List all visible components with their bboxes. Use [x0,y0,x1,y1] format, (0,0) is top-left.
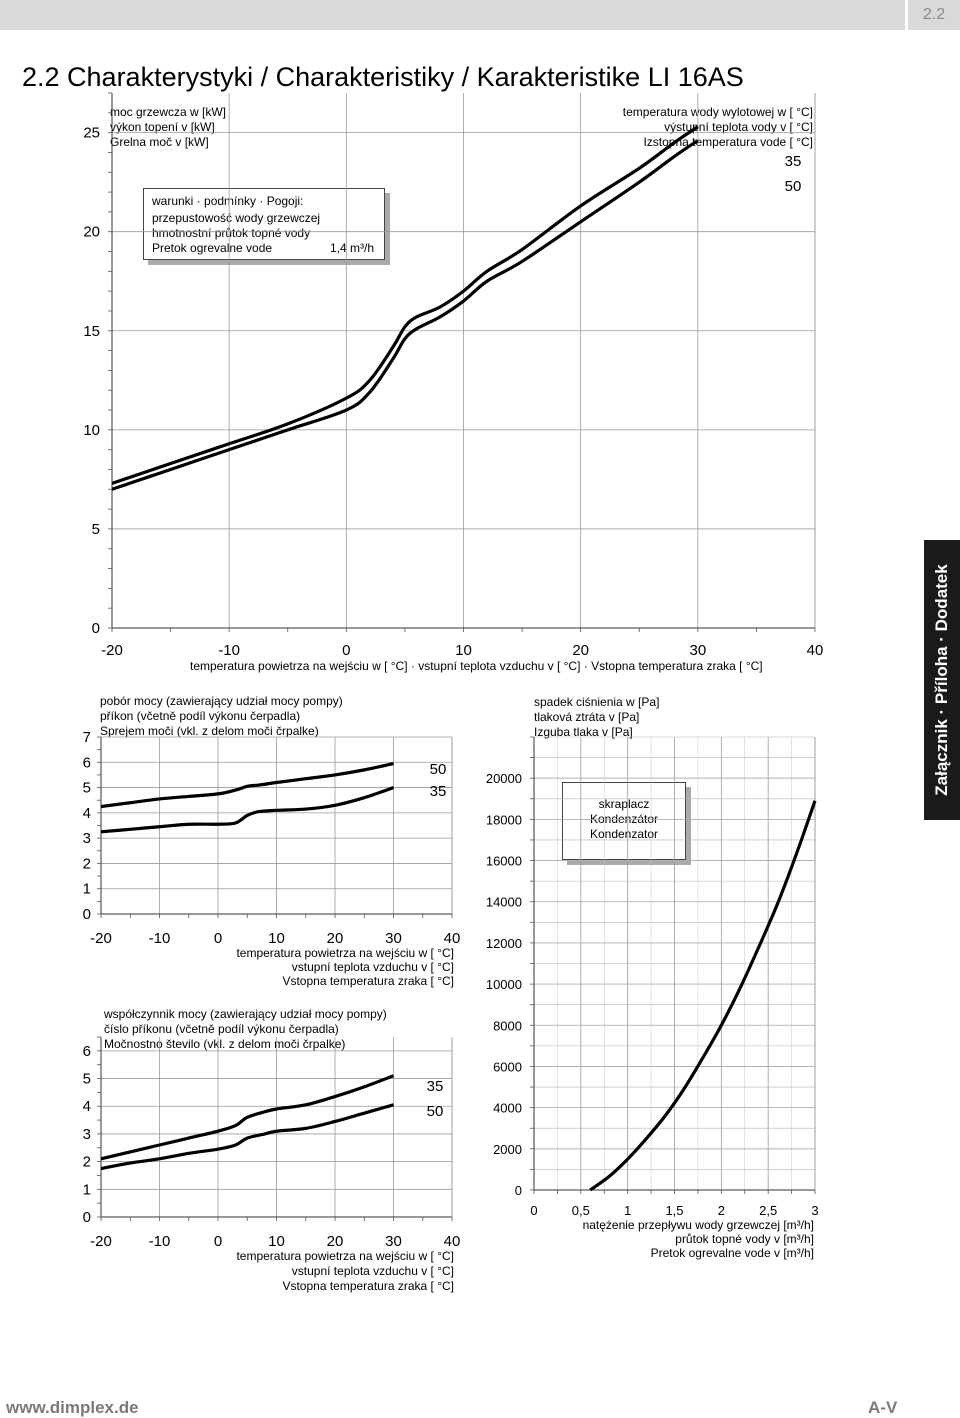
c3-xlabel-2: vstupní teplota vzduchu v [ °C] [291,1264,454,1278]
c2-y-tick-label: 7 [82,729,91,746]
c4-y-tick-label: 0 [514,1183,522,1198]
c3-x-tick-label: 30 [385,1233,402,1250]
c1-ylabel-3: Grelna moč v [kW] [110,135,209,149]
conditions-line-1: przepustowość wody grzewczej [152,211,321,225]
c4-ylabel-2: tlaková ztráta v [Pa] [534,710,640,724]
c1-y-tick-label: 15 [83,322,100,340]
c2-y-tick-label: 6 [82,754,91,772]
c1-y-tick-label: 10 [83,421,100,439]
c3-ylabel-2: číslo příkonu (včetně podíl výkonu čerpadla) [104,1022,339,1036]
c2-series-label-50: 50 [429,761,447,778]
c3-series-50-line [101,1105,394,1169]
c4-y-tick-label: 14000 [485,894,522,910]
c2-x-tick-label: -20 [90,930,112,947]
c3-x-tick-label: -10 [148,1233,171,1250]
c3-xlabel-3: Vstopna temperatura zraka [ °C] [282,1279,454,1293]
c2-y-tick-label: 2 [82,855,91,873]
c3-x-tick-label: -20 [90,1233,112,1250]
c4-x-tick-label: 2,5 [759,1203,778,1218]
condenser-line-1: skraplacz [598,797,650,811]
c2-x-tick-label: 40 [443,930,461,947]
page-title: 2.2 Charakterystyki / Charakteristiky / Karakteristike LI 16AS [22,62,744,92]
c1-x-tick-label: 30 [689,642,707,659]
conditions-line-3: Pretok ogrevalne vode [152,241,273,255]
c2-x-tick-label: 30 [385,930,402,947]
c1-y-tick-label: 5 [91,520,100,538]
c4-y-tick-label: 4000 [493,1100,522,1116]
c1-ylabel-2: výkon topení v [kW] [110,120,215,134]
c1-xlabel: temperatura powietrza na wejściu w [ °C] · vstupní teplota vzduchu v [ °C] · Vstopna temperatura zraka [ °C] [190,659,763,673]
c3-x-tick-label: 20 [326,1233,344,1250]
c1-series-label-50: 50 [784,178,802,195]
c3-y-tick-label: 3 [82,1125,91,1143]
conditions-heading: warunki · podmínky · Pogoji: [152,194,304,208]
c4-x-tick-label: 0 [530,1203,538,1218]
c1-legend-title-1: temperatura wody wylotowej w [ °C] [622,105,813,119]
c4-xlabel-3: Pretok ogrevalne vode v [m³/h] [650,1246,814,1260]
c2-ylabel-2: příkon (včetně podíl výkonu čerpadla) [100,709,301,723]
c1-x-tick-label: 10 [455,642,472,659]
c2-x-tick-label: 10 [268,930,285,947]
c4-x-tick-label: 1 [624,1203,632,1218]
c4-x-tick-label: 2 [717,1203,725,1218]
c2-xlabel-2: vstupní teplota vzduchu v [ °C] [291,960,454,974]
c3-y-tick-label: 6 [82,1042,91,1060]
c1-x-tick-label: -20 [101,642,123,659]
c1-ylabel-1: moc grzewcza w [kW] [110,105,227,119]
c1-series-50-line [112,141,698,490]
c4-xlabel-1: natężenie przepływu wody grzewczej [m³/h] [582,1218,814,1232]
footer-section: A-V [868,1398,898,1417]
c1-series-label-35: 35 [784,153,802,170]
c2-ylabel-3: Sprejem moči (vkl. z delom moči črpalke) [100,724,319,738]
c2-series-50-line [101,764,394,807]
c4-ylabel-3: Izguba tlaka v [Pa] [534,725,633,739]
c4-y-tick-label: 8000 [493,1018,522,1034]
conditions-line-2: hmotnostní průtok topné vody [152,226,311,240]
c3-x-tick-label: 10 [268,1233,285,1250]
c1-legend-title-3: Izstopna temperatura vode [ °C] [643,135,813,149]
c1-x-tick-label: 0 [342,642,351,659]
c4-y-tick-label: 10000 [485,977,522,993]
c3-y-tick-label: 2 [82,1153,91,1171]
c2-x-tick-label: -10 [148,930,171,947]
c1-y-tick-label: 20 [83,223,100,241]
c4-x-tick-label: 1,5 [665,1203,684,1218]
c1-y-tick-label: 25 [83,124,100,142]
c3-x-tick-label: 40 [443,1233,461,1250]
c3-ylabel-3: Močnostno število (vkl. z delom moči črpalke) [104,1037,346,1051]
side-tab-label: Załącznik · Příloha · Dodatek [932,564,951,796]
c2-y-tick-label: 1 [82,880,91,898]
c4-y-tick-label: 16000 [485,853,522,869]
c3-y-tick-label: 4 [82,1098,91,1116]
c2-y-tick-label: 4 [82,804,91,822]
footer-website: www.dimplex.de [6,1398,139,1417]
c4-xlabel-2: průtok topné vody v [m³/h] [675,1232,814,1246]
c4-y-tick-label: 20000 [485,771,522,787]
condenser-line-3: Kondenzator [589,827,659,841]
c3-series-label-50: 50 [426,1103,444,1120]
page-number: 2.2 [908,0,960,30]
c4-y-tick-label: 2000 [493,1141,522,1157]
c3-y-tick-label: 0 [82,1209,91,1226]
c2-xlabel-3: Vstopna temperatura zraka [ °C] [282,974,454,988]
c4-y-tick-label: 12000 [485,935,522,951]
c2-series-35-line [101,788,394,832]
c3-ylabel-1: współczynnik mocy (zawierający udział mocy pompy) [104,1007,387,1021]
c2-x-tick-label: 20 [326,930,344,947]
c1-x-tick-label: 40 [806,642,824,659]
c4-x-tick-label: 3 [811,1203,819,1218]
c3-series-label-35: 35 [426,1078,444,1095]
c2-ylabel-1: pobór mocy (zawierający udział mocy pompy) [100,694,343,708]
conditions-flow-value: 1,4 m³/h [330,241,375,255]
c4-series-skraplacz-line [590,801,815,1190]
c1-x-tick-label: -10 [218,642,241,659]
c3-x-tick-label: 0 [213,1233,223,1250]
c3-xlabel-1: temperatura powietrza na wejściu w [ °C] [236,1249,454,1263]
c2-xlabel-1: temperatura powietrza na wejściu w [ °C] [236,946,454,960]
c4-y-tick-label: 6000 [493,1059,522,1075]
c4-x-tick-label: 0,5 [571,1203,590,1218]
c2-y-tick-label: 0 [82,906,91,923]
c3-y-tick-label: 1 [82,1181,91,1199]
c2-y-tick-label: 3 [82,830,91,848]
c1-y-tick-label: 0 [91,620,100,637]
c4-y-tick-label: 18000 [485,812,522,828]
c2-y-tick-label: 5 [82,779,91,797]
c1-x-tick-label: 20 [572,642,590,659]
condenser-line-2: Kondenzátor [589,812,659,826]
c3-y-tick-label: 5 [82,1070,91,1088]
c1-legend-title-2: výstupní teplota vody v [ °C] [664,120,813,134]
c4-ylabel-1: spadek ciśnienia w [Pa] [534,695,660,709]
c2-series-label-35: 35 [429,783,447,800]
c2-x-tick-label: 0 [213,930,223,947]
